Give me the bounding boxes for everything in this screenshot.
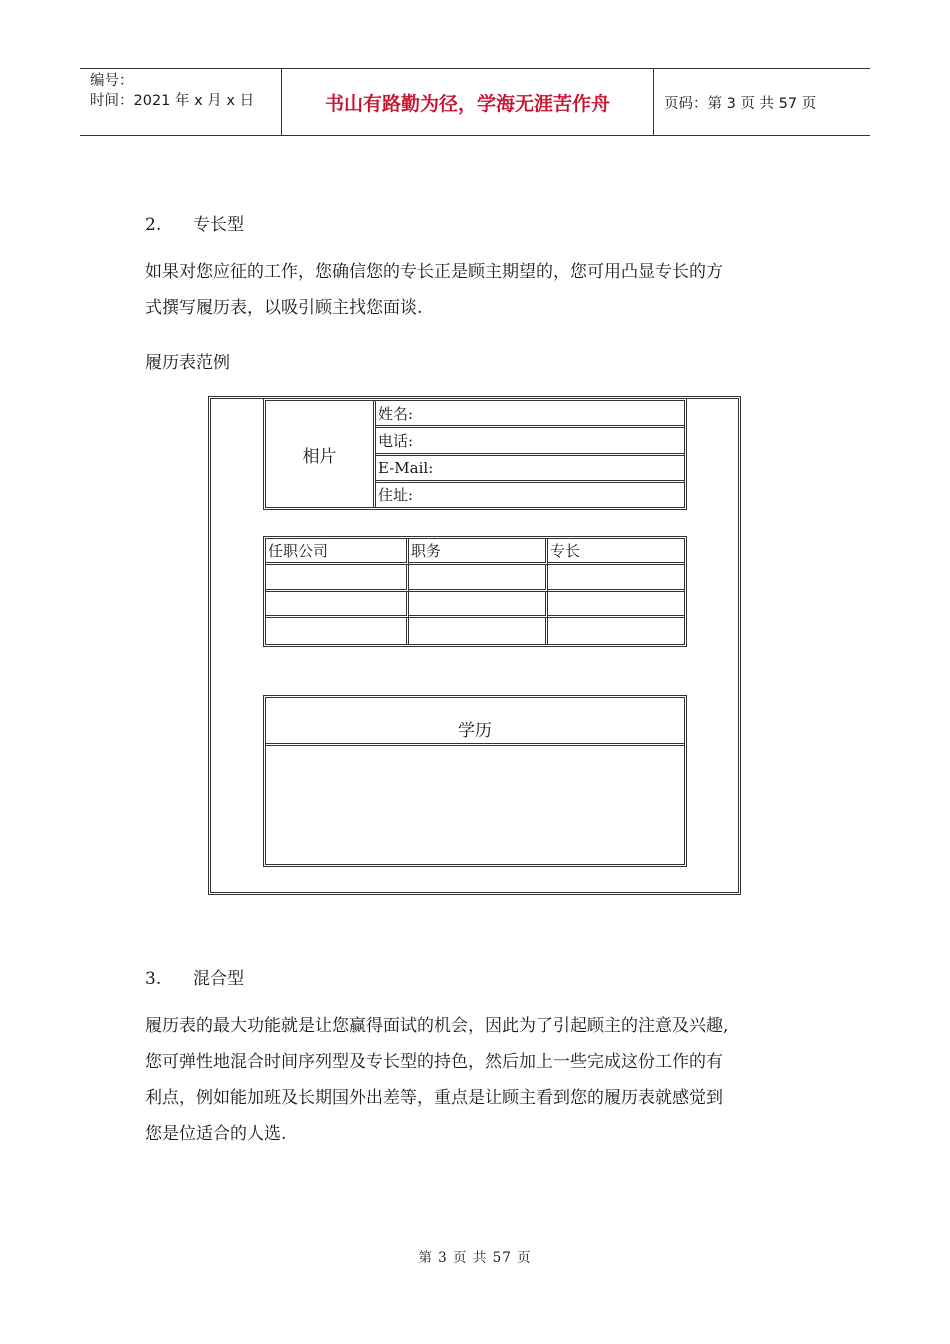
paragraph-line: 式撰写履历表，以吸引顾主找您面谈. [145,298,423,318]
paragraph-line: 履历表的最大功能就是让您赢得面试的机会，因此为了引起顾主的注意及兴趣, [145,1016,729,1036]
paragraph-line: 您是位适合的人选. [145,1124,287,1144]
section-3-heading [145,964,244,989]
page-header [80,68,870,136]
job-table [263,536,687,647]
header-page-info: 页码：第 3 页 共 57 页 [664,95,817,112]
paragraph-line: 您可弹性地混合时间序列型及专长型的持色，然后加上一些完成这份工作的有 [145,1052,723,1072]
email-field: E-Mail: [376,456,684,483]
table-cell [548,592,684,618]
column-header-specialty: 专长 [548,539,684,565]
photo-cell: 相片 [266,401,376,507]
paragraph-line: 利点，例如能加班及长期国外出差等，重点是让顾主看到您的履历表就感觉到 [145,1088,723,1108]
section-2-paragraph [145,254,810,326]
table-cell [409,618,548,644]
table-cell [548,565,684,591]
paragraph-line: 如果对您应征的工作，您确信您的专长正是顾主期望的，您可用凸显专长的方 [145,262,723,282]
personal-info-box [263,398,687,510]
section-3-number: 3. [145,969,162,989]
education-box [263,695,687,867]
table-cell [266,565,409,591]
column-header-company: 任职公司 [266,539,409,565]
number-label: 编号： [90,73,134,89]
header-meta [80,69,282,135]
table-cell [266,618,409,644]
header-motto: 书山有路勤为径，学海无涯苦作舟 [282,69,654,135]
name-field: 姓名: [376,401,684,428]
section-3-paragraph [145,1008,810,1152]
section-2-heading [145,210,244,235]
column-header-position: 职务 [409,539,548,565]
section-2-number: 2. [145,215,162,235]
page-footer: 第 3 页 共 57 页 [418,1250,532,1266]
time-label: 时间：2021 年 x 月 x 日 [90,93,255,109]
table-cell [266,592,409,618]
info-fields [376,401,684,507]
table-cell [548,618,684,644]
address-field: 住址: [378,486,414,505]
table-cell [409,565,548,591]
example-title: 履历表范例 [145,353,230,373]
section-3-title: 混合型 [193,969,244,989]
section-2-title: 专长型 [193,215,244,235]
education-title: 学历 [266,698,684,746]
table-cell [409,592,548,618]
phone-field: 电话: [376,428,684,455]
